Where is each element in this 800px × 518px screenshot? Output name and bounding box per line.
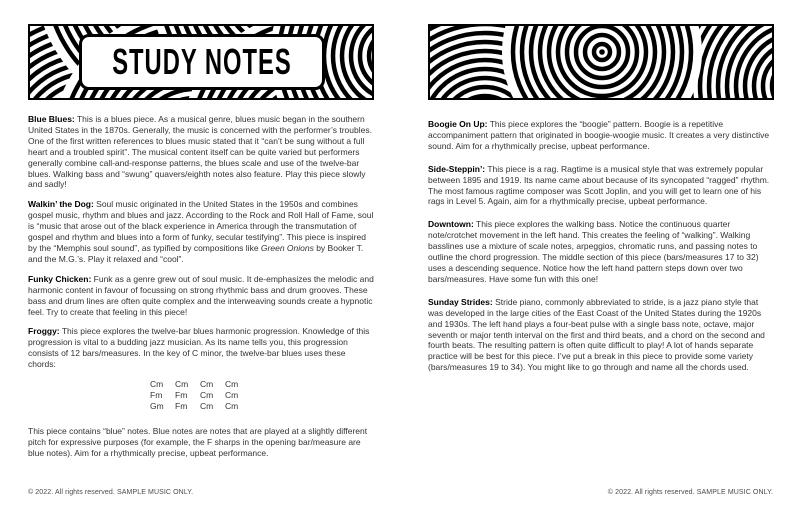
text-walkin-the-dog-after: by Booker T. and the M.G.’s. Play it relaxed and “cool”.	[28, 242, 364, 264]
lead-sunday-strides: Sunday Strides:	[428, 296, 493, 307]
paragraph-downtown	[428, 219, 774, 284]
paragraph-side-steppin	[428, 164, 774, 208]
left-page-content	[28, 114, 374, 459]
right-page-footer: © 2022. All rights reserved. SAMPLE MUSIC ONLY.	[607, 489, 773, 496]
text-blue-blues: This is a blues piece. As a musical genre, blues music began in the southern United States in the 1870s. Generally, the music is concerned with the performer’s troubles. One of the first written references to blues music stated that it “can’t be sung without a full heart and a troubled spirit”. The musical content itself can be quite varied but performers generally combine call-and-response patterns, the blues scale and use of the twelve-bar blues. Walking bass and “swung” quavers/eighth notes also feature. Play this piece slowly and sadly!	[28, 114, 372, 190]
text-walkin-the-dog-before: Soul music originated in the United States in the 1950s and combines gospel music, rhythm and blues and jazz. According to the Rock and Roll Hall of Fame, soul is “music that arose out of the black experience in America through the transmutation of gospel and rhythm and blues into a form of funky, secular testifying”. This piece is inspired by the “Memphis soul sound”, as typified by compositions like	[28, 199, 374, 253]
paragraph-boogie-on-up	[428, 119, 774, 152]
left-page-footer: © 2022. All rights reserved. SAMPLE MUSIC ONLY.	[28, 489, 194, 496]
paragraph-blue-notes: This piece contains “blue” notes. Blue notes are notes that are played at a slightly different pitch for expressive purposes (for example, the F sharps in the opening bar/measure are blue notes). Aim for a rhythmically precise, upbeat performance.	[28, 426, 368, 458]
text-froggy: This piece explores the twelve-bar blues harmonic progression. Knowledge of this progression is vital to a budding jazz musician. As its name tells you, this progression consists of 12 bars/measures. In the key of C minor, the twelve-bar blues uses these chords:	[28, 326, 370, 370]
chord-cell: Fm	[175, 390, 188, 401]
chord-cell: Cm	[200, 401, 214, 412]
right-page	[428, 24, 774, 385]
concentric-circles-pattern	[430, 26, 772, 98]
text-sunday-strides: Stride piano, commonly abbreviated to stride, is a jazz piano style that was developed in the large cities of the East Coast of the United States during the 1920s and 1930s. The left hand plays a four-beat pulse with a single bass note, octave, major seventh or major tenth interval on the first and third beats, and a chord on the second and fourth beats. The resulting pattern is often quite difficult to play! A lot of hands separate practice will be best for this piece. I’ve put a break in this piece to provide some variety (bars/measures 19 to 34). You might like to go through and name all the chords used.	[428, 296, 765, 373]
text-side-steppin: This piece is a rag. Ragtime is a musical style that was extremely popular between 1895 and 1919. Its name came about because of its syncopated “ragged” rhythm. The most famous ragtime composer was Scott Joplin, and you will get to learn one of his rags in Level 5. Again, aim for a rhythmically precise, upbeat performance.	[428, 163, 770, 207]
paragraph-blue-blues	[28, 114, 374, 190]
twelve-bar-blues-chord-grid	[150, 379, 374, 412]
left-page	[28, 24, 374, 468]
lead-blue-blues: Blue Blues:	[28, 114, 75, 124]
lead-funky-chicken: Funky Chicken:	[28, 273, 92, 284]
chord-cell: Cm	[175, 379, 189, 390]
lead-walkin-the-dog: Walkin’ the Dog:	[28, 199, 94, 210]
chord-row	[150, 401, 374, 412]
paragraph-sunday-strides	[428, 297, 774, 373]
banner-label-box	[79, 34, 325, 90]
chord-cell: Cm	[200, 390, 214, 401]
paragraph-froggy	[28, 326, 374, 370]
text-boogie-on-up: This piece explores the “boogie” pattern. Boogie is a repetitive accompaniment pattern that originated in boogie-woogie music. It creates a very distinctive sound. Aim for a rhythmically precise, upbeat performance.	[428, 119, 770, 151]
right-page-content	[428, 119, 774, 373]
chord-cell: Cm	[225, 390, 239, 401]
lead-froggy: Froggy:	[28, 326, 60, 337]
paragraph-walkin-the-dog	[28, 199, 374, 264]
chord-cell: Cm	[150, 379, 164, 390]
text-downtown: This piece explores the walking bass. Notice the continuous quarter note/crotchet movement in the left hand. This creates the feeling of “walking”. Walking basslines use a mixture of scale notes, arpeggios, chromatic runs, and passing notes to outline the chord progression. The middle section of this piece (bars/measures 17 to 32) uses a descending sequence. Notice how the left hand pattern steps down over two bars/measures. Have some fun with this one!	[428, 219, 759, 284]
text-funky-chicken: Funk as a genre grew out of soul music. It de-emphasizes the melodic and harmonic content in favour of focussing on strong rhythmic bass and drum grooves. These bass and drum lines are often quite complex and the interweaving sounds create a hypnotic feel. Try to create that feeling in this piece!	[28, 273, 374, 317]
chord-cell: Cm	[200, 379, 214, 390]
pattern-banner	[428, 24, 774, 100]
chord-cell: Cm	[225, 379, 239, 390]
study-notes-banner	[28, 24, 374, 100]
chord-row	[150, 390, 374, 401]
chord-cell: Gm	[150, 401, 164, 412]
paragraph-funky-chicken	[28, 274, 374, 318]
lead-side-steppin: Side-Steppin’:	[428, 163, 486, 174]
chord-row	[150, 379, 374, 390]
chord-cell: Fm	[175, 401, 188, 412]
italic-green-onions: Green Onions	[260, 242, 314, 253]
page-title: STUDY NOTES	[112, 41, 292, 82]
chord-cell: Cm	[225, 401, 239, 412]
lead-downtown: Downtown:	[428, 219, 474, 230]
lead-boogie-on-up: Boogie On Up:	[428, 119, 488, 129]
chord-cell: Fm	[150, 390, 163, 401]
